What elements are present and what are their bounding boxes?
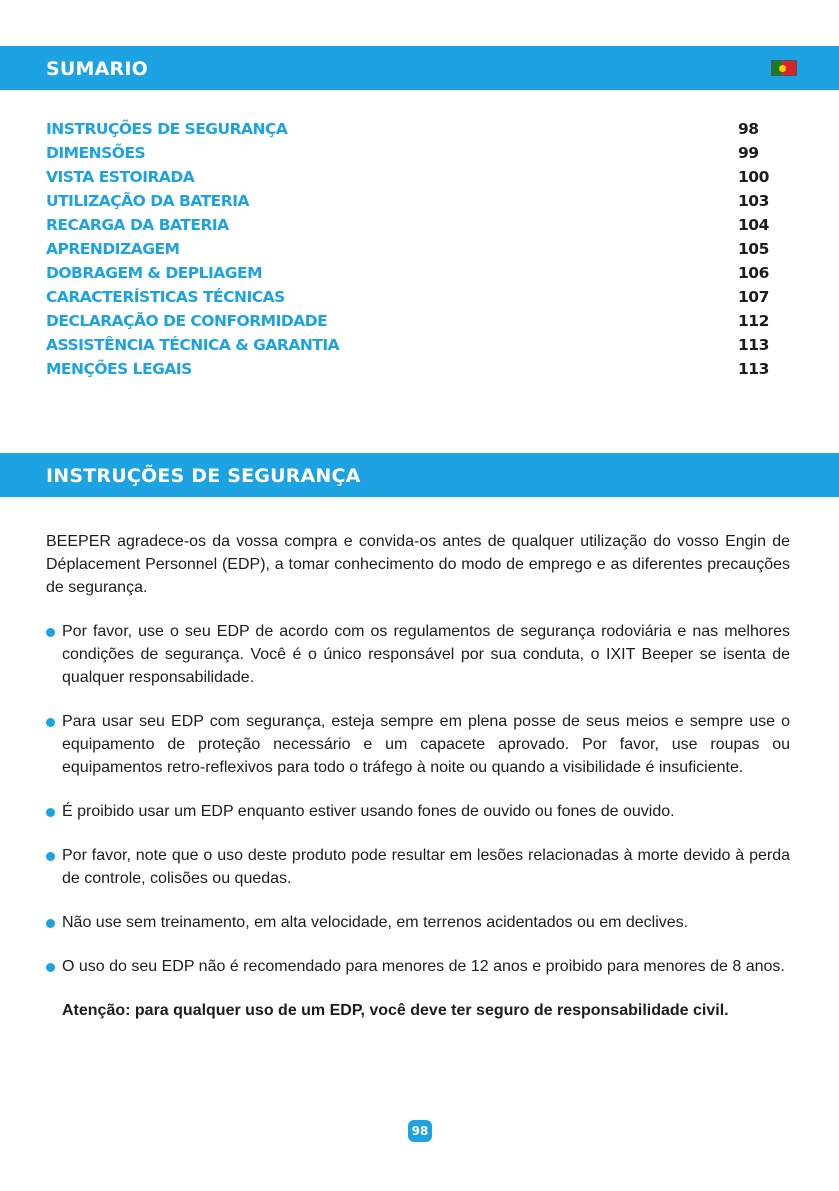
bullet-dot-icon [46, 628, 55, 637]
toc-entry-page: 100 [738, 168, 769, 186]
list-item [46, 955, 790, 978]
bullet-dot-icon [46, 852, 55, 861]
safety-header-band [0, 453, 839, 497]
list-item-text: Por favor, use o seu EDP de acordo com os regulamentos de segurança rodoviária e nas melhores condições de segurança. Você é o único responsável por sua conduta, o IXIT Beeper se isenta de qualquer responsabilidade. [62, 623, 790, 686]
toc-entry-label: INSTRUÇÕES DE SEGURANÇA [46, 120, 288, 138]
toc-entry-legal[interactable] [46, 357, 776, 381]
toc-entry-page: 103 [738, 192, 769, 210]
toc-entry-page: 105 [738, 240, 769, 258]
page-number-badge: 98 [408, 1120, 432, 1142]
toc-entry-conformity[interactable] [46, 309, 776, 333]
toc-entry-folding[interactable] [46, 261, 776, 285]
toc-entry-safety[interactable] [46, 117, 776, 141]
toc-entry-exploded-view[interactable] [46, 165, 776, 189]
safety-content [46, 530, 790, 1022]
summary-title: SUMARIO [46, 58, 148, 80]
list-item-text: Por favor, note que o uso deste produto pode resultar em lesões relacionadas à morte devido à perda de controle, colisões ou quedas. [62, 847, 790, 887]
toc-entry-label: DECLARAÇÃO DE CONFORMIDADE [46, 312, 328, 330]
toc-entry-page: 107 [738, 288, 769, 306]
toc-entry-page: 113 [738, 336, 769, 354]
toc-entry-page: 112 [738, 312, 769, 330]
bullet-dot-icon [46, 718, 55, 727]
toc-entry-label: DOBRAGEM & DEPLIAGEM [46, 264, 263, 282]
toc-entry-page: 104 [738, 216, 769, 234]
toc-entry-label: CARACTERÍSTICAS TÉCNICAS [46, 288, 285, 306]
toc-entry-page: 99 [738, 144, 759, 162]
toc-entry-battery-use[interactable] [46, 189, 776, 213]
list-item [46, 710, 790, 779]
toc-entry-label: VISTA ESTOIRADA [46, 168, 195, 186]
toc-entry-label: ASSISTÊNCIA TÉCNICA & GARANTIA [46, 336, 340, 354]
insurance-warning: Atenção: para qualquer uso de um EDP, você deve ter seguro de responsabilidade civil. [62, 1002, 729, 1019]
list-item-text: Para usar seu EDP com segurança, esteja sempre em plena posse de seus meios e sempre use o equipamento de proteção necessário e um capacete aprovado. Por favor, use roupas ou equipamentos retro-reflexivos para todo o tráfego à noite ou quando a visibilidade é insuficiente. [62, 713, 790, 776]
toc-entry-learning[interactable] [46, 237, 776, 261]
table-of-contents [46, 117, 776, 381]
safety-title: INSTRUÇÕES DE SEGURANÇA [46, 465, 361, 487]
toc-entry-page: 106 [738, 264, 769, 282]
toc-entry-specifications[interactable] [46, 285, 776, 309]
list-item [46, 911, 790, 934]
list-item-text: Não use sem treinamento, em alta velocidade, em terrenos acidentados ou em declives. [62, 914, 689, 931]
bullet-dot-icon [46, 919, 55, 928]
toc-entry-label: RECARGA DA BATERIA [46, 216, 229, 234]
safety-intro: BEEPER agradece-os da vossa compra e convida-os antes de qualquer utilização do vosso Engin de Déplacement Personnel (EDP), a tomar conhecimento do modo de emprego e as diferentes precauções de segurança. [46, 533, 790, 596]
portugal-flag-icon [771, 60, 797, 76]
toc-entry-page: 113 [738, 360, 769, 378]
list-item [46, 844, 790, 890]
bullet-dot-icon [46, 963, 55, 972]
toc-entry-dimensions[interactable] [46, 141, 776, 165]
summary-header-band [0, 46, 839, 90]
bullet-dot-icon [46, 808, 55, 817]
toc-entry-label: DIMENSÕES [46, 144, 146, 162]
toc-entry-battery-charge[interactable] [46, 213, 776, 237]
list-item-text: É proibido usar um EDP enquanto estiver usando fones de ouvido ou fones de ouvido. [62, 803, 675, 820]
toc-entry-page: 98 [738, 120, 759, 138]
toc-entry-label: MENÇÕES LEGAIS [46, 360, 192, 378]
list-item-text: O uso do seu EDP não é recomendado para menores de 12 anos e proibido para menores de 8 anos. [62, 958, 785, 975]
list-item [46, 620, 790, 689]
toc-entry-label: UTILIZAÇÃO DA BATERIA [46, 192, 249, 210]
list-item [46, 800, 790, 823]
toc-entry-warranty[interactable] [46, 333, 776, 357]
toc-entry-label: APRENDIZAGEM [46, 240, 180, 258]
